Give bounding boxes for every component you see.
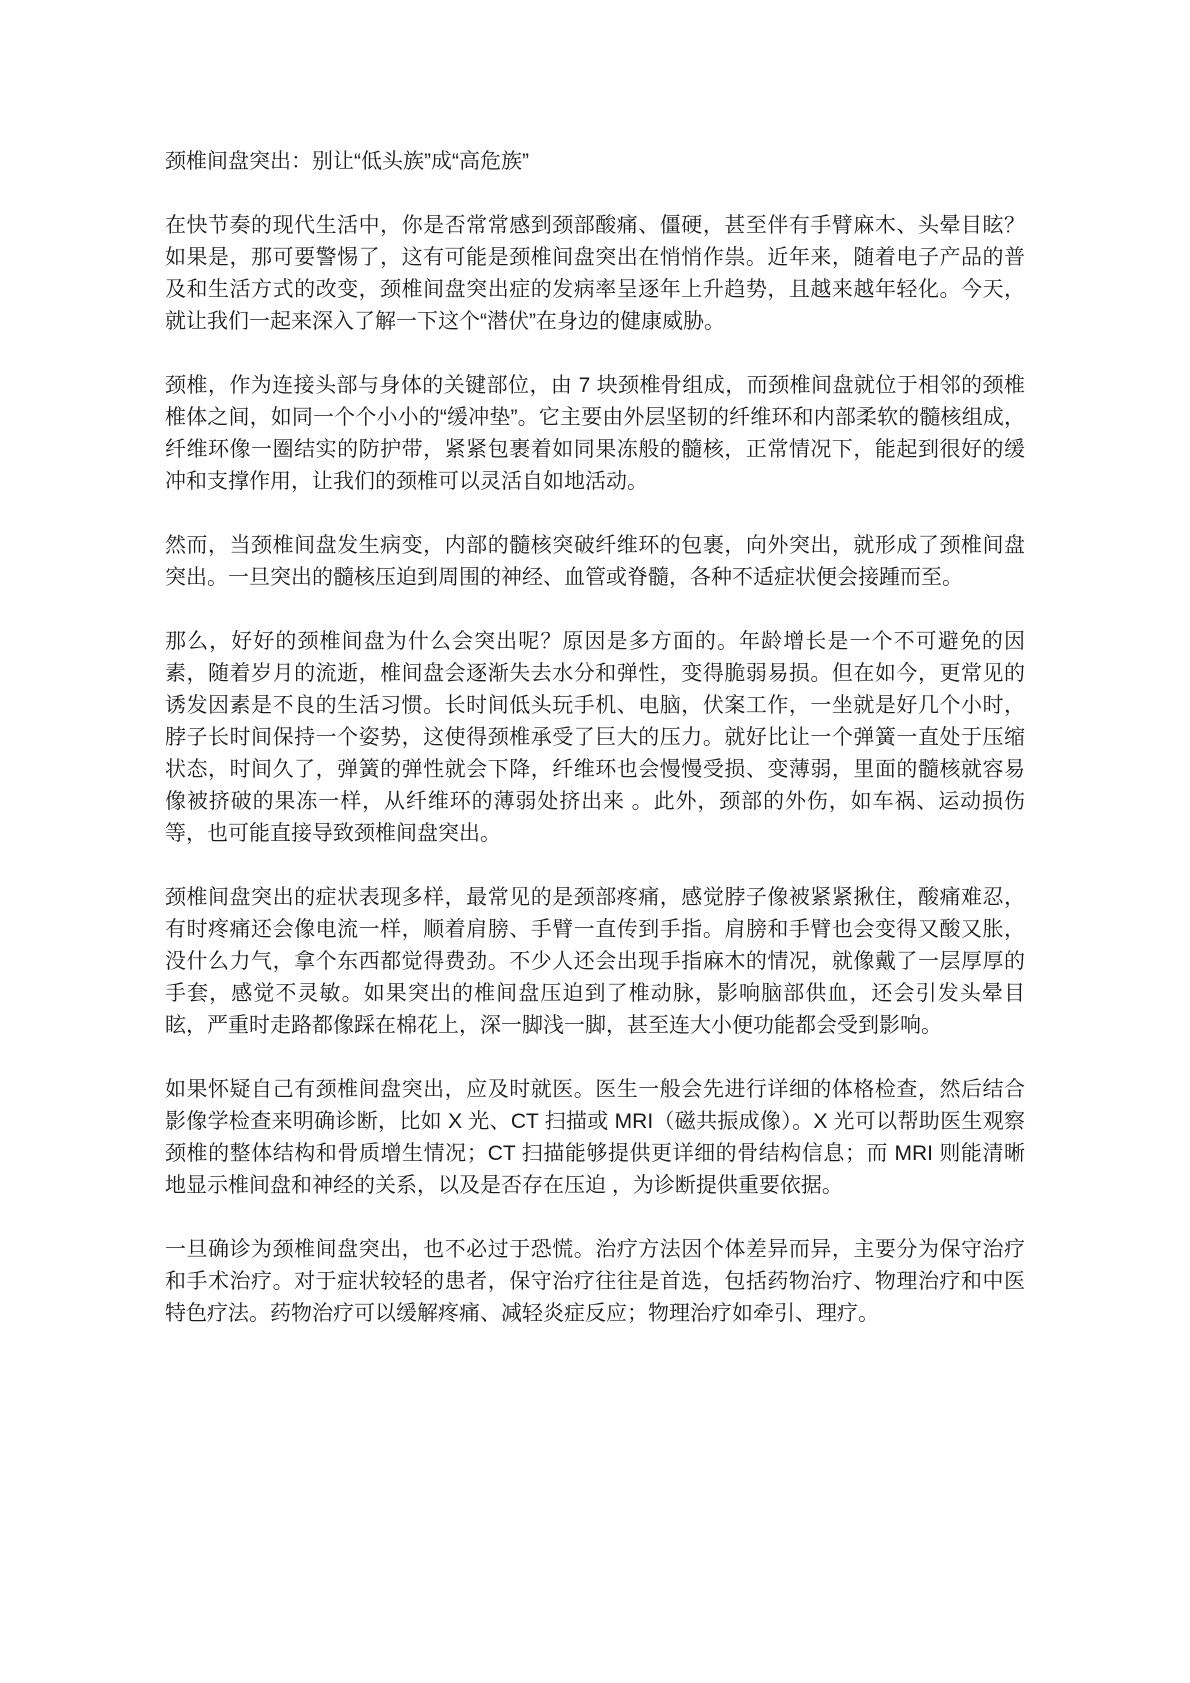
document-title: 颈椎间盘突出：别让“低头族”成“高危族”: [165, 150, 529, 173]
paragraph-intro: 在快节奏的现代生活中，你是否常常感到颈部酸痛、僵硬，甚至伴有手臂麻木、头晕目眩？如果是，那可要警惕了，这有可能是颈椎间盘突出在悄悄作祟。近年来，随着电子产品的普及和生活方式的改变，颈椎间盘突出症的发病率呈逐年上升趋势，且越来越年轻化。今天，就让我们一起来深入了解一下这个“潜伏”在身边的健康威胁。: [165, 214, 1025, 333]
paragraph-causes: 那么，好好的颈椎间盘为什么会突出呢？原因是多方面的。年龄增长是一个不可避免的因素，随着岁月的流逝，椎间盘会逐渐失去水分和弹性，变得脆弱易损。但在如今，更常见的诱发因素是不良的生活习惯。长时间低头玩手机、电脑，伏案工作，一坐就是好几个小时，脖子长时间保持一个姿势，这使得颈椎承受了巨大的压力。就好比让一个弹簧一直处于压缩状态，时间久了，弹簧的弹性就会下降，纤维环也会慢慢受损、变薄弱，里面的髓核就容易像被挤破的果冻一样，从纤维环的薄弱处挤出来 。此外，颈部的外伤，如车祸、运动损伤等，也可能直接导致颈椎间盘突出。: [165, 630, 1025, 845]
paragraph-diagnosis: 如果怀疑自己有颈椎间盘突出，应及时就医。医生一般会先进行详细的体格检查，然后结合影像学检查来明确诊断，比如 X 光、CT 扫描或 MRI（磁共振成像）。X 光可以帮助医生观察颈椎的整体结构和骨质增生情况；CT 扫描能够提供更详细的骨结构信息；而 MRI 则能清晰地显示椎间盘和神经的关系，以及是否存在压迫 ，为诊断提供重要依据。: [165, 1078, 1025, 1197]
paragraph-symptoms: 颈椎间盘突出的症状表现多样，最常见的是颈部疼痛，感觉脖子像被紧紧揪住，酸痛难忍，有时疼痛还会像电流一样，顺着肩膀、手臂一直传到手指。肩膀和手臂也会变得又酸又胀，没什么力气，拿个东西都觉得费劲。不少人还会出现手指麻木的情况，就像戴了一层厚厚的手套，感觉不灵敏。如果突出的椎间盘压迫到了椎动脉，影响脑部供血，还会引发头晕目眩，严重时走路都像踩在棉花上，深一脚浅一脚，甚至连大小便功能都会受到影响。: [165, 886, 1025, 1037]
paragraph-anatomy: 颈椎，作为连接头部与身体的关键部位，由 7 块颈椎骨组成，而颈椎间盘就位于相邻的颈椎椎体之间，如同一个个小小的“缓冲垫”。它主要由外层坚韧的纤维环和内部柔软的髓核组成，纤维环像一圈结实的防护带，紧紧包裹着如同果冻般的髓核，正常情况下，能起到很好的缓冲和支撑作用，让我们的颈椎可以灵活自如地活动。: [165, 374, 1025, 493]
paragraph-treatment: 一旦确诊为颈椎间盘突出，也不必过于恐慌。治疗方法因个体差异而异，主要分为保守治疗和手术治疗。对于症状较轻的患者，保守治疗往往是首选，包括药物治疗、物理治疗和中医特色疗法。药物治疗可以缓解疼痛、减轻炎症反应；物理治疗如牵引、理疗。: [165, 1238, 1025, 1325]
paragraph-pathology: 然而，当颈椎间盘发生病变，内部的髓核突破纤维环的包裹，向外突出，就形成了颈椎间盘突出。一旦突出的髓核压迫到周围的神经、血管或脊髓，各种不适症状便会接踵而至。: [165, 534, 1025, 589]
document-body: [165, 146, 1025, 1330]
